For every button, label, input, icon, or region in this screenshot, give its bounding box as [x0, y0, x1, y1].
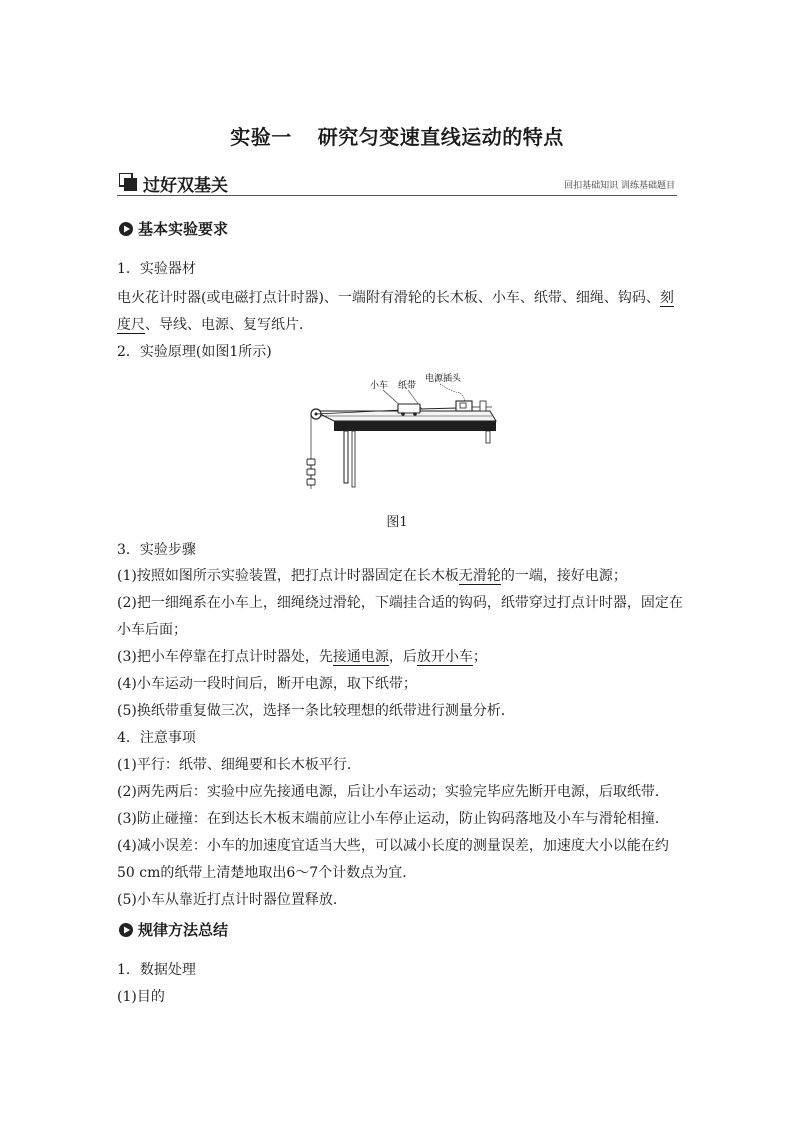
steps-heading: 3．实验步骤 [117, 542, 196, 558]
page-title [0, 121, 794, 150]
label-plug: 电源插头 [425, 374, 462, 384]
equipment-text-2: 、导线、电源、复写纸片． [145, 317, 313, 333]
play-circle-icon [119, 222, 133, 236]
equipment-underline-2: 度尺 [117, 317, 145, 333]
step-3-text: (3)把小车停靠在打点计时器处，先 [117, 649, 333, 665]
note-4-line-2: 50 cm的纸带上清楚地取出6～7个计数点为宜． [117, 865, 417, 881]
step-1-text-end: 的一端，接好电源； [500, 568, 627, 584]
step-4: (4)小车运动一段时间后，断开电源，取下纸带； [117, 676, 417, 692]
data-heading: 1．数据处理 [117, 962, 196, 978]
step-3-underline-1: 接通电源 [332, 649, 389, 665]
section-method-title: 规律方法总结 [138, 921, 229, 939]
step-5: (5)换纸带重复做三次，选择一条比较理想的纸带进行测量分析． [117, 703, 515, 719]
principle-heading: 2．实验原理(如图1所示) [117, 344, 272, 360]
figure-caption: 图1 [386, 515, 408, 530]
banner-label: 过好双基关 [143, 176, 228, 196]
equipment-heading: 1．实验器材 [117, 261, 196, 277]
section-basic-title: 基本实验要求 [138, 220, 229, 238]
step-2-line-1: (2)把一细绳系在小车上，细绳绕过滑轮，下端挂合适的钩码，纸带穿过打点计时器，固定在 [117, 595, 683, 611]
equipment-line-1 [117, 289, 674, 307]
note-5: (5)小车从靠近打点计时器位置释放． [117, 892, 347, 908]
note-3: (3)防止碰撞：在到达长木板末端前应让小车停止运动，防止钩码落地及小车与滑轮相撞． [117, 811, 669, 827]
step-3-text-end: ； [472, 649, 487, 665]
section-method-summary [119, 919, 228, 940]
section-banner [117, 170, 677, 196]
data-item-1: (1)目的 [117, 989, 165, 1005]
title-main: 实验一 [230, 125, 292, 149]
step-2-line-2: 小车后面； [117, 622, 187, 638]
apparatus-figure [300, 371, 500, 507]
step-3 [117, 648, 487, 666]
equipment-underline: 刻 [659, 290, 674, 306]
step-3-underline-2: 放开小车 [416, 649, 473, 665]
step-1-text: (1)按照如图所示实验装置，把打点计时器固定在长木板 [117, 568, 459, 584]
banner-rule [117, 195, 677, 196]
label-car: 小车 [370, 381, 389, 391]
step-1 [117, 567, 627, 585]
banner-right-text: 回扣基础知识 训练基础题目 [564, 181, 675, 191]
note-1: (1)平行：纸带、细绳要和长木板平行． [117, 757, 361, 773]
note-4-line-1: (4)减小误差：小车的加速度宜适当大些，可以减小长度的测量误差，加速度大小以能在约 [117, 838, 669, 854]
step-1-underline: 无滑轮 [458, 568, 501, 584]
stacked-squares-icon [119, 173, 137, 191]
play-circle-icon [119, 923, 133, 937]
step-3-text-mid: ，后 [388, 649, 417, 665]
label-tape: 纸带 [398, 381, 417, 391]
equipment-text: 电火花计时器(或电磁打点计时器)、一端附有滑轮的长木板、小车、纸带、细绳、钩码、 [117, 290, 660, 306]
section-basic-requirements [119, 218, 228, 239]
title-sub: 研究匀变速直线运动的特点 [317, 125, 564, 149]
equipment-line-2 [117, 316, 313, 334]
note-2: (2)两先两后：实验中应先接通电源，后让小车运动；实验完毕应先断开电源，后取纸带． [117, 784, 669, 800]
notes-heading: 4．注意事项 [117, 730, 196, 746]
